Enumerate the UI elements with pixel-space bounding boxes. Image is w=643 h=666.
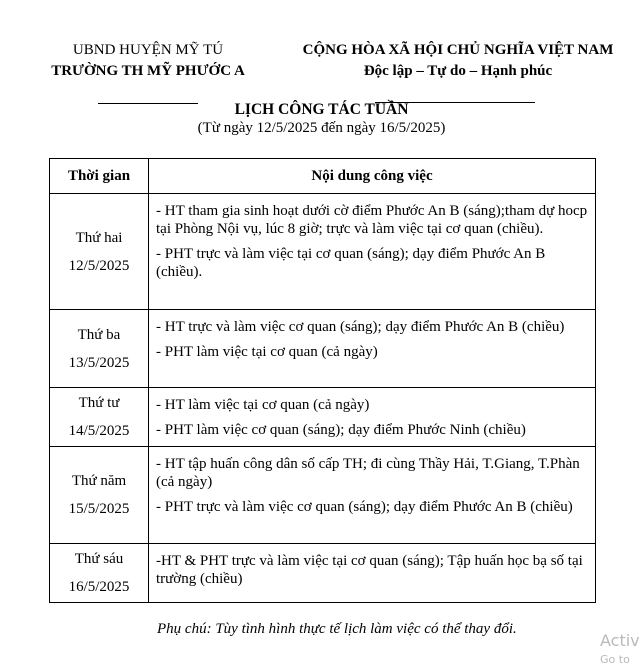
day-cell bbox=[50, 447, 149, 544]
task-item: - PHT làm việc tại cơ quan (cả ngày) bbox=[156, 344, 378, 360]
document-title: LỊCH CÔNG TÁC TUẦN bbox=[234, 101, 409, 118]
content-cell bbox=[149, 447, 596, 544]
issuing-organization bbox=[48, 40, 248, 82]
national-title: CỘNG HÒA XÃ HỘI CHỦ NGHĨA VIỆT NAM bbox=[302, 42, 614, 58]
day-name: Thứ hai bbox=[75, 229, 123, 246]
table-row bbox=[50, 310, 596, 388]
content-cell bbox=[149, 388, 596, 447]
task-item: - PHT trực và làm việc tại cơ quan (sáng); dạy điểm Phước An B (chiều). bbox=[156, 246, 546, 280]
table-row bbox=[50, 544, 596, 603]
day-date: 15/5/2025 bbox=[68, 501, 130, 517]
day-date: 12/5/2025 bbox=[68, 257, 130, 274]
task-item: - PHT trực và làm việc cơ quan (sáng); dạy điểm Phước An B (chiều) bbox=[156, 499, 573, 515]
task-item: - HT tập huấn công dân số cấp TH; đi cùng Thầy Hải, T.Giang, T.Phàn (cả ngày) bbox=[156, 456, 580, 490]
table-row bbox=[50, 194, 596, 310]
content-cell bbox=[149, 194, 596, 310]
content-cell bbox=[149, 310, 596, 388]
district-name: UBND HUYỆN MỸ TÚ bbox=[72, 42, 224, 58]
day-date: 13/5/2025 bbox=[68, 354, 130, 371]
day-cell bbox=[50, 544, 149, 603]
day-date: 16/5/2025 bbox=[68, 579, 130, 595]
national-motto: Độc lập – Tự do – Hạnh phúc bbox=[363, 63, 553, 79]
activation-watermark bbox=[600, 631, 640, 666]
day-name: Thứ ba bbox=[77, 326, 121, 343]
table-row bbox=[50, 388, 596, 447]
column-header-time: Thời gian bbox=[50, 159, 149, 194]
table-row bbox=[50, 447, 596, 544]
table-header-row bbox=[50, 159, 596, 194]
task-item: - HT trực và làm việc cơ quan (sáng); dạy điểm Phước An B (chiều) bbox=[156, 319, 565, 335]
column-header-content: Nội dung công việc bbox=[149, 159, 596, 194]
task-item: -HT & PHT trực và làm việc tại cơ quan (sáng); Tập huấn học bạ số tại trường (chiều) bbox=[156, 553, 583, 587]
day-date: 14/5/2025 bbox=[68, 423, 130, 439]
day-name: Thứ sáu bbox=[74, 551, 124, 567]
task-item: - PHT làm việc cơ quan (sáng); dạy điểm Phước Ninh (chiều) bbox=[156, 422, 526, 438]
watermark-line1: Activ bbox=[600, 631, 640, 650]
day-cell bbox=[50, 388, 149, 447]
national-header bbox=[280, 40, 636, 82]
day-name: Thứ năm bbox=[71, 473, 127, 489]
school-name: TRƯỜNG TH MỸ PHƯỚC A bbox=[51, 63, 245, 79]
day-cell bbox=[50, 194, 149, 310]
footnote: Phụ chú: Tùy tình hình thực tế lịch làm việc có thể thay đổi. bbox=[157, 621, 517, 637]
day-name: Thứ tư bbox=[78, 395, 120, 411]
task-item: - HT tham gia sinh hoạt dưới cờ điểm Phước An B (sáng);tham dự hocp tại Phòng Nội vụ, lúc 8 giờ; trực và làm việc tại cơ quan (chiều). bbox=[156, 203, 588, 237]
task-item: - HT làm việc tại cơ quan (cả ngày) bbox=[156, 397, 370, 413]
weekly-schedule-table bbox=[49, 158, 596, 603]
document-date-range: (Từ ngày 12/5/2025 đến ngày 16/5/2025) bbox=[197, 120, 446, 136]
day-cell bbox=[50, 310, 149, 388]
content-cell bbox=[149, 544, 596, 603]
watermark-line2: Go to bbox=[600, 653, 630, 666]
